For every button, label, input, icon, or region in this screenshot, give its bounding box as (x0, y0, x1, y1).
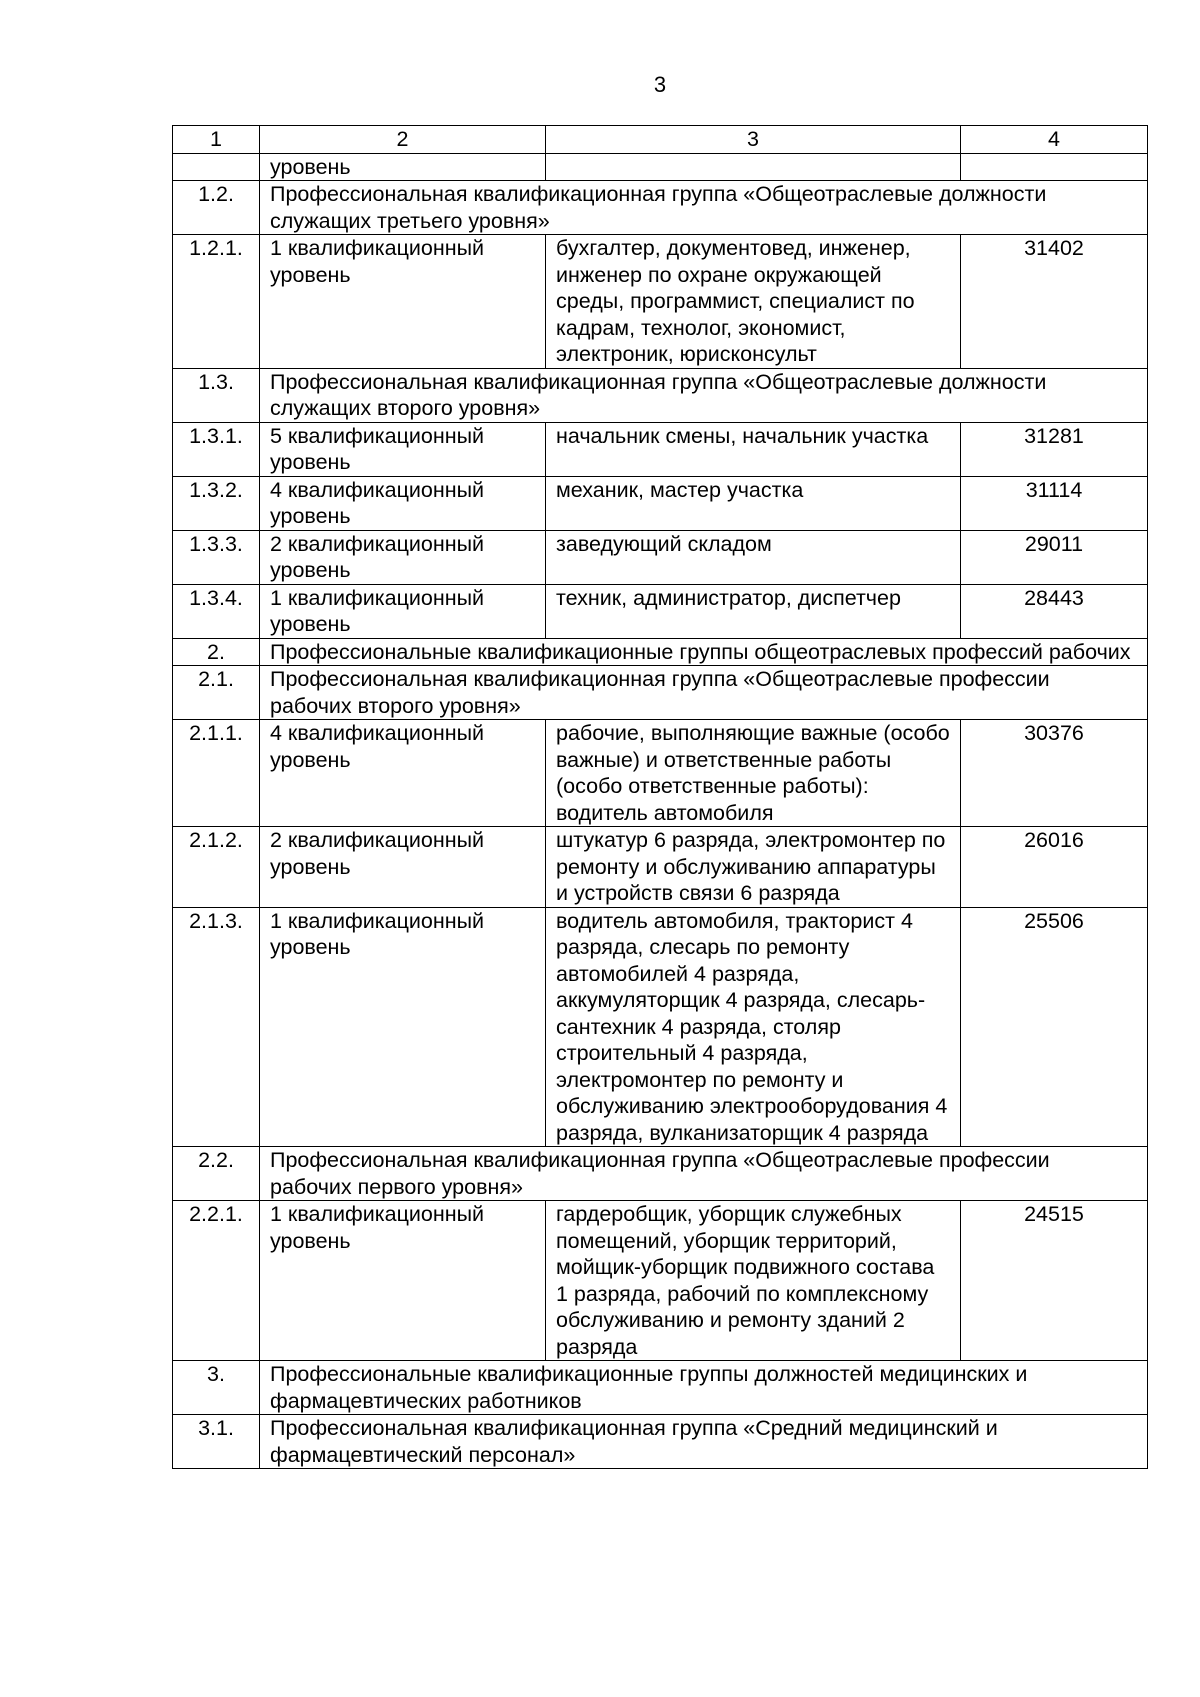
row-number: 2.1.2. (173, 827, 260, 908)
row-number: 2.2. (173, 1147, 260, 1201)
row-value: 24515 (961, 1201, 1148, 1361)
table-header-row (173, 126, 1148, 154)
row-positions: начальник смены, начальник участка (546, 422, 961, 476)
group-title: Профессиональная квалификационная группа «Средний медицинский и фармацевтический персонал» (260, 1415, 1148, 1469)
group-title: Профессиональные квалификационные группы должностей медицинских и фармацевтических работников (260, 1361, 1148, 1415)
row-number: 1.3.3. (173, 530, 260, 584)
row-number: 1.3. (173, 368, 260, 422)
row-number: 2.2.1. (173, 1201, 260, 1361)
row-positions: штукатур 6 разряда, электромонтер по ремонту и обслуживанию аппаратуры и устройств связи 6 разряда (546, 827, 961, 908)
table-row (173, 827, 1148, 908)
row-number: 1.3.1. (173, 422, 260, 476)
group-title: Профессиональная квалификационная группа «Общеотраслевые должности служащих третьего уровня» (260, 181, 1148, 235)
row-level: 5 квалификационный уровень (260, 422, 546, 476)
row-value: 31281 (961, 422, 1148, 476)
row-number: 2.1.1. (173, 720, 260, 827)
row-positions: бухгалтер, документовед, инженер, инженер по охране окружающей среды, программист, специалист по кадрам, технолог, экономист, электроник, юрисконсульт (546, 235, 961, 369)
group-row (173, 1361, 1148, 1415)
table-body (173, 126, 1148, 1469)
row-number: 3.1. (173, 1415, 260, 1469)
row-number: 2.1.3. (173, 907, 260, 1147)
row-level: 1 квалификационный уровень (260, 584, 546, 638)
row-number: 3. (173, 1361, 260, 1415)
group-title: Профессиональная квалификационная группа «Общеотраслевые профессии рабочих первого уровня» (260, 1147, 1148, 1201)
row-positions: заведующий складом (546, 530, 961, 584)
qualification-table (172, 125, 1148, 1469)
table-row (173, 1201, 1148, 1361)
table-row (173, 530, 1148, 584)
table-row (173, 584, 1148, 638)
row-value: 26016 (961, 827, 1148, 908)
row-positions (546, 153, 961, 181)
group-row (173, 666, 1148, 720)
row-value: 31402 (961, 235, 1148, 369)
row-positions: гардеробщик, уборщик служебных помещений, уборщик территорий, мойщик-уборщик подвижного состава 1 разряда, рабочий по комплексному обслуживанию и ремонту зданий 2 разряда (546, 1201, 961, 1361)
header-cell-3: 3 (546, 126, 961, 154)
row-value: 29011 (961, 530, 1148, 584)
row-level: 2 квалификационный уровень (260, 530, 546, 584)
row-number: 1.3.2. (173, 476, 260, 530)
header-cell-1: 1 (173, 126, 260, 154)
row-number (173, 153, 260, 181)
row-value: 28443 (961, 584, 1148, 638)
group-row (173, 1415, 1148, 1469)
row-positions: водитель автомобиля, тракторист 4 разряда, слесарь по ремонту автомобилей 4 разряда, аккумуляторщик 4 разряда, слесарь-сантехник 4 разряда, столяр строительный 4 разряда, электромонтер по ремонту и обслуживанию электрооборудования 4 разряда, вулканизаторщик 4 разряда (546, 907, 961, 1147)
group-title: Профессиональная квалификационная группа «Общеотраслевые профессии рабочих второго уровня» (260, 666, 1148, 720)
row-number: 1.3.4. (173, 584, 260, 638)
row-level: 1 квалификационный уровень (260, 235, 546, 369)
row-positions: рабочие, выполняющие важные (особо важные) и ответственные работы (особо ответственные работы): водитель автомобиля (546, 720, 961, 827)
row-level: 2 квалификационный уровень (260, 827, 546, 908)
row-level: 4 квалификационный уровень (260, 720, 546, 827)
row-number: 1.2.1. (173, 235, 260, 369)
page-number: 3 (653, 72, 667, 97)
row-level: 1 квалификационный уровень (260, 1201, 546, 1361)
table-row (173, 422, 1148, 476)
table-row (173, 235, 1148, 369)
row-value (961, 153, 1148, 181)
row-number: 2. (173, 638, 260, 666)
row-level: 1 квалификационный уровень (260, 907, 546, 1147)
row-positions: техник, администратор, диспетчер (546, 584, 961, 638)
row-level: 4 квалификационный уровень (260, 476, 546, 530)
row-value: 31114 (961, 476, 1148, 530)
table-row (173, 476, 1148, 530)
group-title: Профессиональная квалификационная группа «Общеотраслевые должности служащих второго уровня» (260, 368, 1148, 422)
row-value: 30376 (961, 720, 1148, 827)
continuation-row (173, 153, 1148, 181)
table-row (173, 720, 1148, 827)
group-row (173, 638, 1148, 666)
group-title: Профессиональные квалификационные группы общеотраслевых профессий рабочих (260, 638, 1148, 666)
row-level: уровень (260, 153, 546, 181)
group-row (173, 368, 1148, 422)
row-value: 25506 (961, 907, 1148, 1147)
group-row (173, 1147, 1148, 1201)
header-cell-2: 2 (260, 126, 546, 154)
row-positions: механик, мастер участка (546, 476, 961, 530)
row-number: 1.2. (173, 181, 260, 235)
table-row (173, 907, 1148, 1147)
row-number: 2.1. (173, 666, 260, 720)
group-row (173, 181, 1148, 235)
header-cell-4: 4 (961, 126, 1148, 154)
